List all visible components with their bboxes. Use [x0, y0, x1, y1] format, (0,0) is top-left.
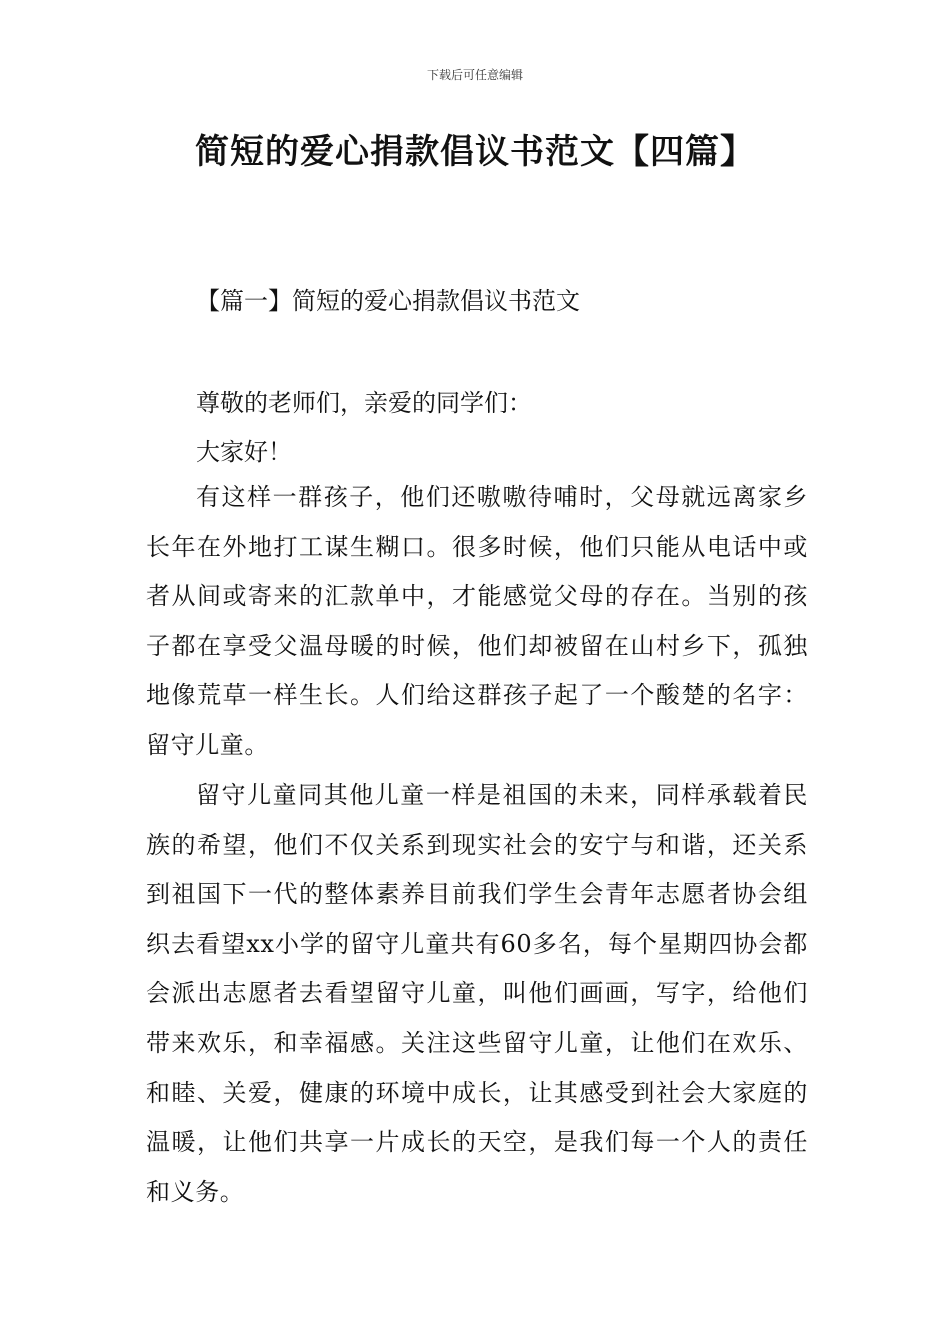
greeting: 大家好！ — [196, 438, 292, 466]
paragraph-1: 有这样一群孩子，他们还嗷嗷待哺时，父母就远离家乡长年在外地打工谋生糊口。很多时候，他们只能从电话中或者从间或寄来的汇款单中，才能感觉父母的存在。当别的孩子都在享受父温母暖的时候，他们却被留在山村乡下，孤独地像荒草一样生长。人们给这群孩子起了一个酸楚的名字：留守儿童。 — [146, 483, 808, 759]
section-heading: 【篇一】简短的爱心捐款倡议书范文 — [196, 287, 580, 315]
paragraph-2: 留守儿童同其他儿童一样是祖国的未来，同样承载着民族的希望，他们不仅关系到现实社会的安宁与和谐，还关系到祖国下一代的整体素养目前我们学生会青年志愿者协会组织去看望xx小学的留守儿童共有60多名，每个星期四协会都会派出志愿者去看望留守儿童，叫他们画画，写字，给他们带来欢乐，和幸福感。关注这些留守儿童，让他们在欢乐、和睦、关爱，健康的环境中成长，让其感受到社会大家庭的温暖，让他们共享一片成长的天空，是我们每一个人的责任和义务。 — [146, 781, 808, 1206]
document-title: 简短的爱心捐款倡议书范文【四篇】 — [195, 132, 755, 172]
salutation: 尊敬的老师们，亲爱的同学们： — [196, 389, 532, 417]
header-note: 下载后可任意编辑 — [426, 68, 523, 82]
